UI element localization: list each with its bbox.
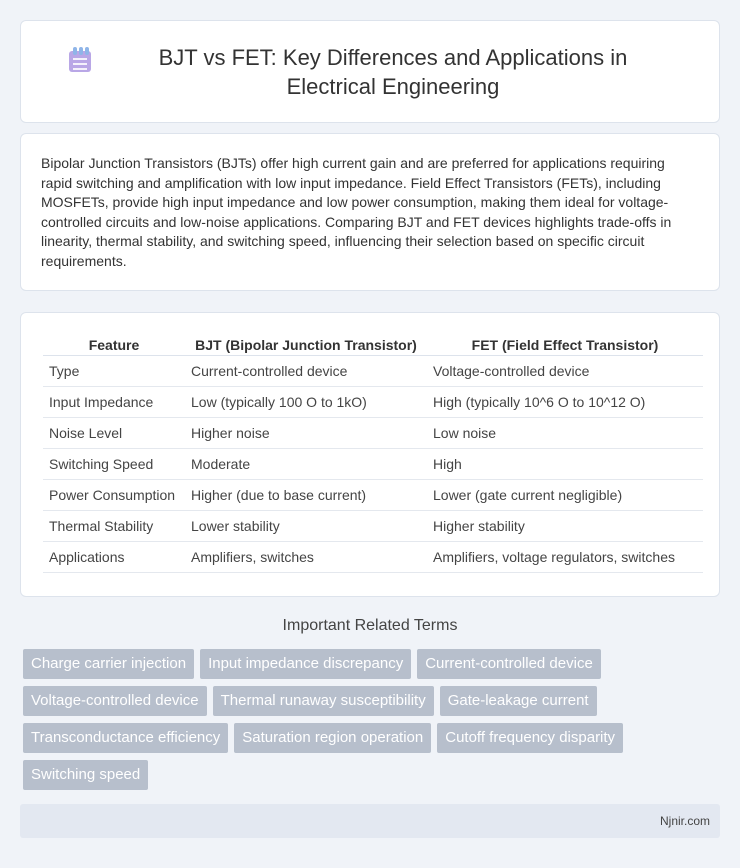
comparison-table [43,331,703,573]
related-terms-list [23,649,703,797]
cell-bjt: Higher noise [185,418,427,449]
footer-site-link[interactable]: Njnir.com [659,814,710,828]
table-row [43,480,703,511]
cell-fet: Voltage-controlled device [427,356,703,387]
intro-paragraph: Bipolar Junction Transistors (BJTs) offer high current gain and are preferred for applications requiring rapid switching and amplification with low input impedance. Field Effect Transistors (FETs), including MOSFETs, provide high input impedance and low power consumption, making them ideal for voltage-controlled circuits and low-noise applications. Comparing BJT and FET devices highlights trade-offs in linearity, thermal stability, and switching speed, influencing their selection based on specific circuit requirements. [41,155,672,269]
table-row [43,449,703,480]
term-tag[interactable]: Cutoff frequency disparity [437,723,623,753]
cell-feature: Type [43,356,185,387]
term-tag[interactable]: Switching speed [23,760,148,790]
intro-card [20,133,720,291]
cell-fet: Low noise [427,418,703,449]
table-row [43,356,703,387]
cell-fet: Amplifiers, voltage regulators, switches [427,542,703,573]
cell-bjt: Higher (due to base current) [185,480,427,511]
cell-feature: Thermal Stability [43,511,185,542]
comparison-table-card [20,312,720,597]
notepad-icon [67,47,93,73]
cell-bjt: Amplifiers, switches [185,542,427,573]
cell-fet: Lower (gate current negligible) [427,480,703,511]
cell-fet: Higher stability [427,511,703,542]
cell-feature: Noise Level [43,418,185,449]
term-tag[interactable]: Charge carrier injection [23,649,194,679]
related-terms-heading: Important Related Terms [282,617,458,634]
header-fet: FET (Field Effect Transistor) [427,331,703,356]
table-header-row [43,331,703,356]
page-title: BJT vs FET: Key Differences and Applications in Electrical Engineering [158,44,628,99]
table-row [43,542,703,573]
cell-bjt: Low (typically 100 O to 1kO) [185,387,427,418]
cell-bjt: Lower stability [185,511,427,542]
cell-bjt: Moderate [185,449,427,480]
term-tag[interactable]: Saturation region operation [234,723,431,753]
header-feature: Feature [43,331,185,356]
cell-fet: High (typically 10^6 O to 10^12 O) [427,387,703,418]
term-tag[interactable]: Current-controlled device [417,649,601,679]
cell-feature: Switching Speed [43,449,185,480]
cell-feature: Input Impedance [43,387,185,418]
term-tag[interactable]: Input impedance discrepancy [200,649,411,679]
title-card [20,20,720,123]
table-row [43,418,703,449]
table-row [43,387,703,418]
term-tag[interactable]: Voltage-controlled device [23,686,207,716]
cell-bjt: Current-controlled device [185,356,427,387]
footer [20,804,720,838]
cell-feature: Power Consumption [43,480,185,511]
term-tag[interactable]: Thermal runaway susceptibility [213,686,434,716]
cell-fet: High [427,449,703,480]
cell-feature: Applications [43,542,185,573]
table-row [43,511,703,542]
header-bjt: BJT (Bipolar Junction Transistor) [185,331,427,356]
term-tag[interactable]: Gate-leakage current [440,686,597,716]
term-tag[interactable]: Transconductance efficiency [23,723,228,753]
